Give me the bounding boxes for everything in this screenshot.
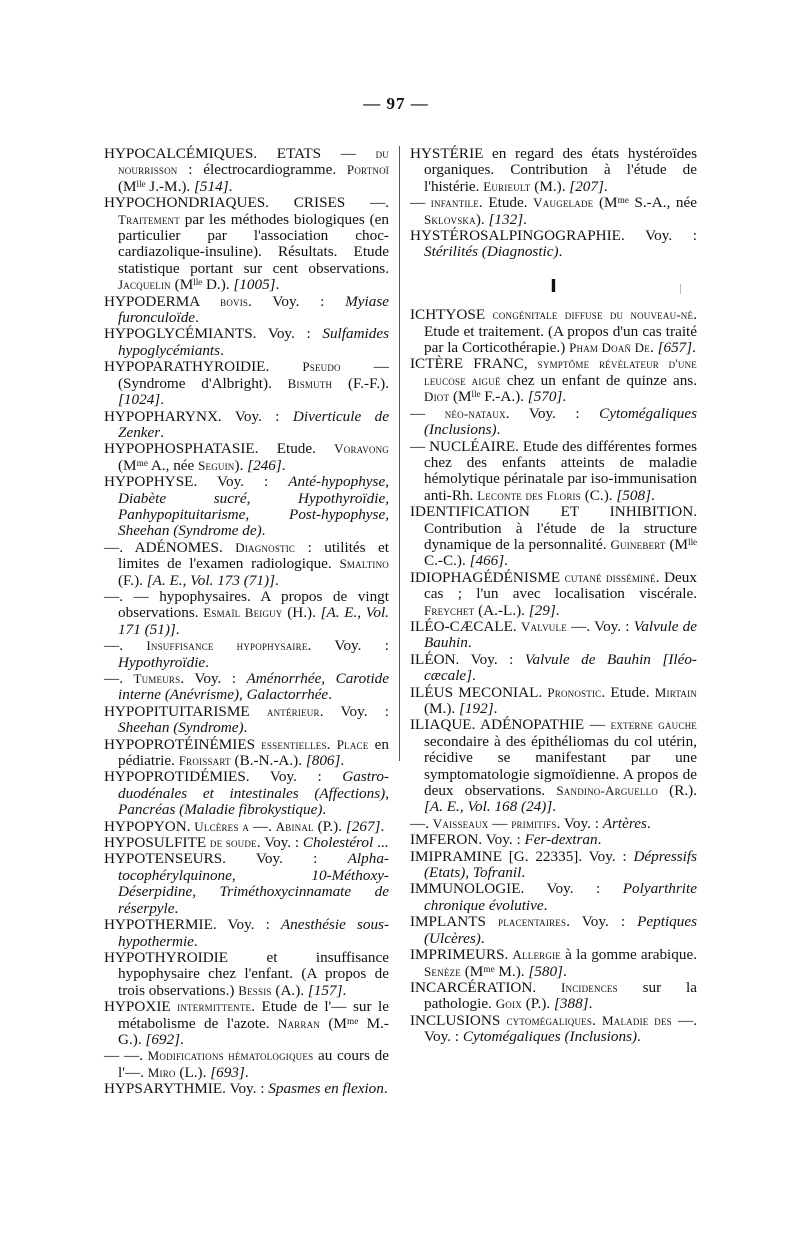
entry-italic-text: [267]	[345, 817, 381, 835]
entry-italic-text: [570]	[527, 388, 563, 406]
entry-smallcaps-text: de soude	[209, 835, 257, 851]
entry-smallcaps-text: congénitale diffuse du nouveau-né	[492, 307, 694, 323]
entry-smallcaps-text: Senèze	[424, 963, 461, 979]
entry-smallcaps-text: cutané disséminé	[564, 569, 656, 585]
entry-text: .	[244, 1063, 249, 1081]
page-number: — 97 —	[363, 94, 429, 113]
entry-smallcaps-text: symptôme révélateur d'une leucose aiguë	[424, 356, 697, 388]
index-entry	[104, 851, 389, 917]
entry-smallcaps-text: a	[242, 818, 250, 834]
entry-text: : utilités et limites de l'examen radiologique.	[118, 538, 389, 573]
entry-italic-text: [1005]	[233, 276, 276, 294]
entry-text: ).	[475, 210, 489, 228]
entry-text: .	[195, 309, 199, 327]
entry-smallcaps-text: Mirtain	[654, 684, 697, 700]
entry-text: . Voy. :	[319, 702, 389, 720]
entry-text: IMIPRAMINE [G. 22335]. Voy. :	[410, 847, 634, 865]
entry-smallcaps-text: Abinal	[275, 818, 314, 834]
entry-smallcaps-text: Sklovska	[424, 211, 476, 227]
entry-text: .	[380, 817, 385, 835]
entry-text: .	[326, 735, 337, 753]
index-entry	[410, 195, 697, 228]
entry-italic-text: Valvule de Bauhin [Iléo-cæcale]	[424, 650, 697, 685]
index-entry	[104, 917, 389, 950]
entry-text: ILÉO-CÆCALE.	[410, 617, 521, 635]
entry-italic-text: [692]	[145, 1030, 181, 1048]
entry-text: .	[383, 1080, 388, 1098]
entry-italic-text: Cytomégaliques (Inclusions)	[424, 404, 698, 439]
entry-text: (M.).	[530, 177, 570, 195]
entry-italic-text: [1024]	[118, 391, 161, 409]
entry-text: par les méthodes biologiques (en particulier par l'association choc-cardiazolique-insuline). Résultats. Etude statistique portant sur cent observations.	[118, 210, 389, 277]
entry-italic-text: [207]	[569, 177, 604, 195]
entry-smallcaps-text: cytomégaliques	[506, 1012, 593, 1028]
entry-smallcaps-text: Seguin	[198, 457, 235, 473]
entry-text: .	[180, 1030, 184, 1048]
entry-text: .	[562, 962, 567, 980]
entry-text: HYPOPYON.	[104, 817, 195, 835]
entry-text: (A.).	[271, 981, 308, 999]
entry-text: (F.-F.).	[332, 374, 389, 392]
right-column-top-entries	[410, 146, 697, 261]
entry-smallcaps-text: Traitement	[118, 211, 180, 227]
entry-text: (Mᵐᵉ M.).	[460, 962, 529, 980]
entry-text: .	[650, 486, 655, 504]
entry-smallcaps-text: Portnoï	[346, 162, 389, 178]
entry-text: (Mˡˡᵉ D.).	[170, 276, 234, 294]
entry-text: HYPOCHONDRIAQUES. CRISES —.	[104, 194, 389, 212]
entry-smallcaps-text: Freychet	[424, 602, 475, 618]
entry-italic-text: [693]	[210, 1063, 245, 1081]
entry-smallcaps-text: Vaugelade	[533, 195, 594, 211]
entry-text: HYPSARYTHMIE. Voy. :	[104, 1080, 269, 1098]
entry-text: .	[646, 814, 651, 832]
entry-smallcaps-text: Insuffisance hypophysaire	[146, 638, 308, 654]
index-entry	[410, 947, 697, 980]
entry-smallcaps-text: Miro	[147, 1064, 176, 1080]
entry-text: .	[160, 391, 164, 409]
entry-text: . Voy. :	[556, 814, 603, 832]
index-entry	[104, 326, 389, 359]
entry-smallcaps-text: Diagnostic	[235, 539, 296, 555]
entry-text: IMMUNOLOGIE. Voy. :	[410, 880, 623, 898]
entry-text: (Mᵐᵉ S.-A., née	[593, 194, 697, 212]
index-entry	[104, 819, 389, 835]
entry-text: (Mᵐᵉ M.-G.).	[118, 1014, 389, 1048]
index-entry	[410, 439, 697, 505]
entry-italic-text: Anté-hypophyse, Diabète sucré, Hypothyroïdie, Panhypopituitarisme, Post-hypophyse, Sheehan (Syndrome de)	[118, 473, 389, 540]
entry-text: — —.	[104, 1047, 148, 1065]
index-entry	[104, 540, 389, 589]
entry-smallcaps-text: bovis	[220, 293, 249, 309]
entry-italic-text: [806]	[305, 752, 341, 770]
entry-text: HYPOPROTIDÉMIES. Voy. :	[104, 768, 343, 786]
entry-text: —. ADÉNOMES.	[104, 538, 236, 556]
entry-text: .	[205, 653, 209, 671]
entry-text: ILIAQUE. ADÉNOPATHIE —	[410, 716, 611, 734]
index-entry	[104, 950, 389, 999]
entry-text: IDENTIFICATION ET INHIBITION. Contribution à l'étude de la structure dynamique de la personnalité.	[410, 503, 697, 553]
index-entry	[104, 1048, 389, 1081]
index-entry	[410, 832, 697, 848]
entry-italic-text: Stérilités (Diagnostic)	[424, 243, 559, 261]
entry-smallcaps-text: Pronostic	[547, 684, 602, 700]
entry-text: . Voy. :	[505, 404, 600, 422]
entry-smallcaps-text: Bessis	[238, 982, 272, 998]
entry-text: (H.).	[282, 604, 321, 622]
column-divider	[399, 146, 400, 761]
entry-text: —. Voy. :	[566, 617, 634, 635]
index-entry	[104, 294, 389, 327]
index-entry	[410, 685, 697, 718]
entry-text: . Etude et traitement. (A propos d'un cas traité par la Corticothérapie.)	[424, 306, 697, 357]
entry-text: INCLUSIONS	[410, 1011, 507, 1029]
entry-text: .	[555, 601, 560, 619]
entry-italic-text: [A. E., Vol. 171 (51)]	[118, 604, 389, 638]
index-entry	[410, 849, 697, 882]
entry-text: à la gomme arabique.	[560, 946, 697, 964]
entry-text: —	[410, 404, 445, 422]
index-entry	[104, 359, 389, 408]
entry-italic-text: [132]	[488, 210, 524, 228]
index-entry	[410, 570, 697, 619]
entry-text: ).	[234, 456, 248, 474]
index-entry	[410, 881, 697, 914]
entry-italic-text: Sheehan (Syndrome)	[118, 719, 244, 737]
entry-italic-text: Spasmes en flexion	[268, 1080, 384, 1098]
index-entry	[410, 307, 697, 356]
entry-text: .	[328, 686, 332, 704]
entry-text: .	[174, 899, 179, 917]
entry-text: HYSTÉROSALPINGOGRAPHIE. Voy. :	[410, 227, 697, 245]
entry-text: .	[220, 341, 224, 359]
entry-italic-text: Gastro-duodénales et intestinales (Affections), Pancréas (Maladie fibrokystique)	[118, 768, 389, 819]
entry-italic-text: [192]	[459, 700, 494, 717]
entry-text: —. Voy. :	[424, 1011, 697, 1046]
entry-smallcaps-text: Incidences	[560, 979, 618, 995]
index-entry	[410, 1013, 697, 1046]
entry-text: —	[488, 814, 512, 832]
entry-italic-text: [508]	[616, 486, 651, 504]
index-entry	[410, 406, 697, 439]
entry-text: .	[558, 243, 563, 261]
entry-smallcaps-text: Leconte des Floris	[477, 487, 581, 503]
entry-text: .	[243, 719, 248, 737]
entry-text: (R.).	[658, 782, 697, 800]
entry-text: (P.).	[313, 817, 346, 835]
entry-smallcaps-text: Maladie des	[602, 1012, 672, 1028]
entry-smallcaps-text: du nourrisson	[118, 146, 389, 178]
entry-text: .	[496, 421, 501, 439]
entry-text: . Voy. :	[566, 913, 638, 931]
entry-text: (Mᵐᵉ A., née	[118, 456, 199, 474]
entry-italic-text: Dépressifs (Etats), Tofranil	[424, 847, 697, 882]
entry-text: secondaire à des épithéliomas du col utérin, récidive se manifestant par une symptomatologie sigmoïdienne. A propos de deux observations.	[424, 732, 697, 800]
entry-text: ICHTYOSE	[410, 306, 493, 324]
entry-italic-text: Polyarthrite chronique évolutive	[424, 880, 697, 914]
entry-text: . Voy. :	[256, 834, 303, 852]
entry-text: — NUCLÉAIRE. Etude des différentes formes chez des enfants atteints de maladie hémolytique périnatale par iso-immunisation anti-Rh.	[410, 437, 697, 504]
entry-italic-text: Cholestérol	[302, 834, 374, 852]
entry-text: en pédiatrie.	[118, 735, 389, 770]
entry-text: .	[261, 522, 266, 540]
entry-text: .	[649, 339, 658, 357]
entry-italic-text: Peptiques (Ulcères)	[424, 913, 697, 947]
entry-smallcaps-text: Bismuth	[287, 375, 333, 391]
entry-text: (C.).	[580, 486, 617, 504]
entry-text: chez un enfant de quinze ans.	[500, 371, 697, 389]
entry-smallcaps-text: Pseudo	[302, 359, 341, 375]
entry-text: ILÉUS MECONIAL.	[410, 683, 548, 701]
entry-italic-text: [A. E., Vol. 168 (24)]	[424, 798, 553, 816]
entry-text: .	[322, 801, 327, 819]
entry-smallcaps-text: Tumeurs	[133, 671, 181, 686]
index-entry	[410, 816, 697, 832]
entry-smallcaps-text: Vaisseaux	[432, 815, 489, 831]
entry-text: .	[692, 339, 696, 357]
entry-text: (F.).	[118, 571, 147, 589]
entry-text: (Mˡˡᵉ C.-C.).	[424, 535, 697, 570]
entry-italic-text: Artères	[602, 814, 647, 832]
entry-text: HYPOPARATHYROIDIE.	[104, 358, 303, 376]
entry-text: (P.).	[521, 995, 554, 1013]
entry-smallcaps-text: Pham Doañ De	[569, 340, 650, 356]
entry-text: — (Syndrome d'Albright).	[118, 358, 389, 392]
right-column	[410, 146, 697, 1046]
entry-text: (Mˡˡᵉ F.-A.).	[449, 388, 528, 406]
index-entry	[410, 228, 697, 261]
entry-italic-text: Myiase furonculoïde	[118, 292, 390, 327]
index-entry	[104, 999, 389, 1048]
entry-smallcaps-text: Narran	[277, 1015, 320, 1031]
entry-text: (A.-L.).	[474, 601, 529, 619]
entry-smallcaps-text: Ulcères	[194, 818, 239, 834]
entry-italic-text: [157]	[307, 981, 343, 999]
entry-italic-text: Anesthésie sous-hypothermie	[118, 916, 390, 950]
entry-text: IMFERON. Voy. :	[410, 831, 525, 849]
entry-text: . Voy. :	[307, 637, 390, 655]
entry-smallcaps-text: Esmaïl Beiguy	[203, 605, 283, 621]
entry-text: —.	[410, 814, 433, 832]
entry-smallcaps-text: Voravong	[334, 441, 389, 457]
entry-smallcaps-text: externe gauche	[610, 717, 697, 733]
entry-smallcaps-text: Modifications hématologiques	[147, 1048, 314, 1064]
entry-smallcaps-text: primitifs	[511, 815, 557, 831]
entry-italic-text: Cytomégaliques (Inclusions)	[462, 1028, 638, 1046]
index-entry	[410, 717, 697, 815]
entry-text: (M.).	[424, 700, 460, 717]
entry-text: .	[160, 423, 164, 441]
index-entry	[104, 671, 389, 704]
entry-text: —	[410, 194, 431, 212]
entry-text: HYPOGLYCÉMIANTS. Voy. :	[104, 325, 323, 343]
entry-smallcaps-text: Guinebert	[610, 536, 666, 552]
entry-italic-text: Valvule de Bauhin	[424, 617, 697, 652]
entry-text: HYPOPITUITARISME	[104, 702, 267, 720]
index-entry	[410, 146, 697, 195]
entry-italic-text: [657]	[657, 339, 693, 357]
entry-smallcaps-text: intermittente	[177, 999, 252, 1015]
entry-text: (L.).	[175, 1063, 211, 1081]
entry-text: —.	[104, 637, 147, 655]
entry-text: —.	[104, 670, 134, 687]
entry-text: .	[340, 752, 345, 770]
entry-text: IMPRIMEURS.	[410, 946, 513, 964]
entry-text: HYPOPHYSE. Voy. :	[104, 473, 289, 491]
entry-text: .	[472, 667, 476, 685]
entry-italic-text: [580]	[528, 962, 563, 980]
entry-smallcaps-text: Diot	[424, 389, 450, 405]
entry-text: .	[504, 552, 508, 570]
index-entry	[410, 356, 697, 405]
entry-italic-text: [246]	[247, 456, 282, 474]
entry-text: ...	[373, 834, 389, 852]
index-entry	[104, 835, 389, 851]
entry-text: . Voy. :	[180, 670, 247, 687]
entry-text: .	[523, 210, 527, 228]
entry-text: HYSTÉRIE en regard des états hystéroïdes organiques. Contribution à l'étude de l'histérie.	[410, 145, 697, 195]
entry-text: .	[275, 276, 280, 294]
entry-text: au cours de l'—.	[118, 1047, 389, 1081]
entry-smallcaps-text: Eurieult	[483, 178, 531, 194]
entry-text: .	[543, 896, 548, 914]
entry-text: .	[588, 995, 593, 1013]
index-entry	[410, 504, 697, 570]
entry-text: .	[228, 177, 233, 195]
entry-smallcaps-text: Froissart	[178, 753, 231, 769]
entry-text: .	[342, 981, 347, 999]
entry-text: sur la pathologie.	[424, 978, 697, 1013]
entry-text: HYPOCALCÉMIQUES. ETATS —	[104, 145, 376, 162]
scan-mark	[680, 284, 681, 294]
entry-text: —.	[249, 817, 276, 835]
entry-italic-text: Diverticule de Zenker	[118, 407, 389, 441]
entry-italic-text: Aménorrhée, Carotide interne (Anévrisme), Galactorrhée	[118, 670, 390, 704]
entry-smallcaps-text: antérieur	[266, 703, 320, 719]
index-entry	[104, 409, 389, 442]
index-entry	[410, 619, 697, 652]
entry-text: .	[603, 177, 608, 195]
index-entry	[104, 1081, 389, 1097]
entry-text: .	[275, 571, 279, 589]
entry-text: (Mˡˡᵉ J.-M.).	[118, 177, 195, 195]
entry-italic-text: Fer-dextran	[524, 831, 598, 849]
entry-smallcaps-text: infantile	[430, 195, 479, 211]
entry-text: HYPOPHARYNX. Voy. :	[104, 407, 293, 425]
entry-text: : électrocardiogramme.	[177, 161, 347, 179]
entry-italic-text: [466]	[469, 552, 505, 570]
entry-smallcaps-text: Sandino-Arguello	[556, 783, 659, 799]
entry-text: HYPOPROTÉINÉMIES	[104, 735, 262, 753]
index-entry	[104, 195, 389, 293]
entry-text: IDIOPHAGÉDÉNISME	[410, 568, 565, 586]
entry-text: .	[562, 388, 567, 406]
entry-text: ILÉON. Voy. :	[410, 650, 525, 668]
entry-text: —. — hypophysaires. A propos de vingt observations.	[104, 587, 389, 622]
entry-text: . Deux cas ; l'un avec localisation viscérale.	[424, 568, 697, 603]
index-entry	[104, 704, 389, 737]
entry-text: IMPLANTS	[410, 913, 498, 931]
index-entry	[104, 737, 389, 770]
section-letter: I	[550, 275, 557, 297]
entry-text: .	[467, 634, 472, 652]
index-entry	[410, 914, 697, 947]
entry-text: .	[597, 831, 602, 849]
entry-text: .	[521, 864, 526, 882]
index-entry	[104, 441, 389, 474]
entry-italic-text: [514]	[194, 177, 229, 195]
entry-smallcaps-text: Place	[336, 736, 369, 752]
entry-text: HYPOSULFITE	[104, 834, 210, 852]
index-entry	[104, 769, 389, 818]
entry-smallcaps-text: Goix	[495, 996, 522, 1012]
entry-text: .	[493, 700, 498, 717]
entry-text: .	[637, 1028, 641, 1046]
entry-text: HYPOXIE	[104, 998, 178, 1016]
entry-smallcaps-text: essentielles	[261, 736, 327, 752]
entry-text: HYPODERMA	[104, 292, 221, 310]
entry-smallcaps-text: Allergie	[512, 947, 561, 963]
index-entry	[410, 980, 697, 1013]
entry-smallcaps-text: Jacquelin	[118, 277, 171, 293]
entry-text: HYPOTHERMIE. Voy. :	[104, 916, 281, 934]
entry-text: .	[193, 932, 198, 950]
entry-italic-text: Hypothyroïdie	[118, 653, 206, 671]
entry-smallcaps-text: placentaires	[498, 914, 567, 930]
entry-text: HYPOTHYROIDIE et insuffisance hypophysaire chez l'enfant. (A propos de trois observations.)	[104, 948, 389, 999]
entry-smallcaps-text: Valvule	[520, 618, 567, 634]
entry-text: HYPOPHOSPHATASIE. Etude.	[104, 440, 335, 458]
entry-text: . Etude de l'— sur le métabolisme de l'azote.	[118, 998, 389, 1032]
entry-text: .	[592, 1011, 603, 1029]
entry-italic-text: Alpha-tocophérylquinone, 10-Méthoxy-Déserpidine, Triméthoxycinnamate de réserpyle	[118, 850, 389, 917]
entry-text: HYPOTENSEURS. Voy. :	[104, 850, 348, 868]
index-entry	[104, 589, 389, 638]
entry-text: . Voy. :	[248, 292, 346, 310]
entry-text: (B.-N.-A.).	[230, 752, 306, 770]
entry-text: . Etude.	[478, 194, 534, 212]
index-entry	[104, 638, 389, 671]
entry-text: .	[480, 929, 485, 947]
entry-italic-text: Sulfamides hypoglycémiants	[118, 325, 389, 359]
index-entry	[104, 146, 389, 195]
entry-text: .	[281, 456, 286, 474]
entry-italic-text: [A. E., Vol. 173 (71)]	[146, 571, 275, 589]
entry-text: ICTÈRE FRANC,	[410, 355, 538, 373]
entry-italic-text: [29]	[528, 601, 556, 619]
entry-text: .	[175, 620, 180, 638]
index-entry	[104, 474, 389, 540]
entry-smallcaps-text: Smaltino	[339, 556, 389, 572]
entry-text: . Etude.	[601, 683, 655, 701]
entry-text: INCARCÉRATION.	[410, 978, 561, 996]
index-entry	[410, 652, 697, 685]
right-column-bottom-entries	[410, 307, 697, 1045]
entry-text: .	[552, 798, 557, 816]
entry-italic-text: [388]	[553, 995, 589, 1013]
entry-smallcaps-text: néo-nataux	[444, 405, 506, 421]
left-column	[104, 146, 389, 1098]
